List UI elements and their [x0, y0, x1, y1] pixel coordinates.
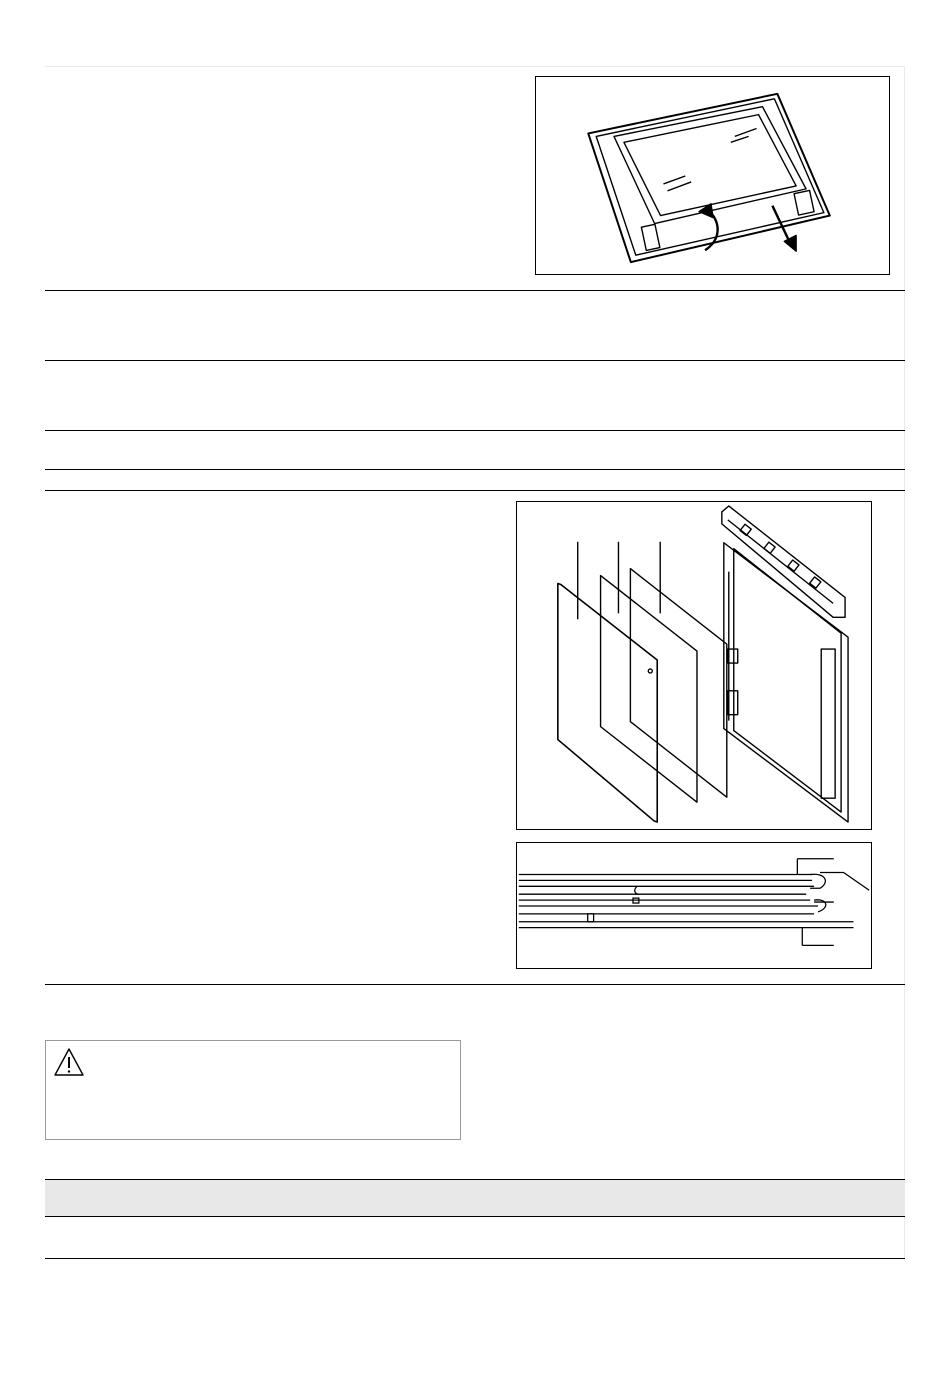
- section-divider-1: [45, 290, 905, 291]
- section-divider-2: [45, 360, 905, 361]
- glass-panel-clip-detail-illustration: [517, 843, 871, 968]
- oven-door-removal-figure: [535, 76, 890, 275]
- page-frame-right: [904, 66, 905, 1260]
- warning-box: [45, 1040, 461, 1140]
- section-divider-4: [45, 469, 905, 470]
- section-divider-6: [45, 984, 905, 985]
- panel-clip-detail-figure: [516, 842, 872, 969]
- oven-door-lift-arrows-illustration: [536, 77, 889, 274]
- glass-panels-exploded-figure: [516, 501, 872, 830]
- page-frame-top: [45, 66, 905, 67]
- table-bottom-rule: [45, 1258, 905, 1259]
- section-divider-3: [45, 430, 905, 431]
- table-header-rule: [45, 1216, 905, 1217]
- warning-triangle-icon: [52, 1046, 86, 1078]
- door-glass-panels-exploded-illustration: [517, 502, 871, 829]
- table-header-row: [45, 1180, 905, 1216]
- section-divider-5: [45, 490, 905, 491]
